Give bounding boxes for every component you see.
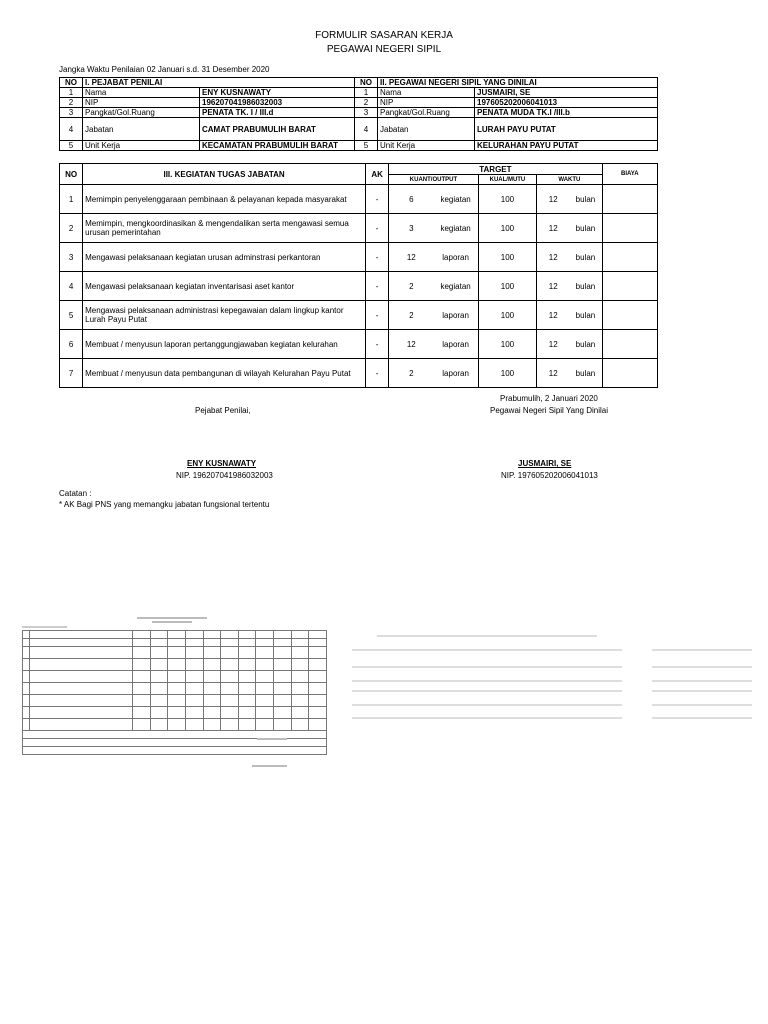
task-quality: 100 <box>478 330 536 359</box>
task-time-unit: bulan <box>569 272 602 301</box>
task-time: 12 <box>537 185 570 214</box>
task-cost <box>602 330 657 359</box>
task-time-unit: bulan <box>569 214 602 243</box>
employee-unit: KELURAHAN PAYU PUTAT <box>475 141 658 151</box>
employee-signature-label: Pegawai Negeri Sipil Yang Dinilai <box>490 406 608 415</box>
evaluator-section-header: I. PEJABAT PENILAI <box>83 78 355 88</box>
task-unit: laporan <box>433 301 478 330</box>
task-time: 12 <box>537 272 570 301</box>
thumbnail-data-line <box>652 680 752 682</box>
thumbnail-data-line <box>652 666 752 668</box>
task-cost <box>602 185 657 214</box>
evaluator-field: Jabatan <box>83 118 200 141</box>
evaluator-signature-nip: NIP. 196207041986032003 <box>176 471 273 480</box>
table-row <box>60 214 658 243</box>
tasks-section-header: III. KEGIATAN TUGAS JABATAN <box>83 164 366 185</box>
thumbnail-data-line <box>652 717 752 719</box>
thumbnail-data-line <box>352 717 622 719</box>
thumbnail-data-line <box>352 680 622 682</box>
thumbnail-data-line <box>352 666 622 668</box>
task-no: 7 <box>60 359 83 388</box>
employee-field: Jabatan <box>378 118 475 141</box>
employee-row-no: 4 <box>355 118 378 141</box>
evaluator-signature-label: Pejabat Penilai, <box>195 406 251 415</box>
notes-text: * AK Bagi PNS yang memangku jabatan fungsional tertentu <box>59 500 270 509</box>
thumbnail-data-line <box>652 690 752 692</box>
table-row <box>60 243 658 272</box>
task-ak: - <box>366 185 389 214</box>
task-description: Memimpin, mengkoordinasikan & mengendalikan serta mengawasi semua urusan pemerintahan <box>83 214 366 243</box>
evaluator-row-no: 5 <box>60 141 83 151</box>
task-ak: - <box>366 214 389 243</box>
evaluator-field: Nama <box>83 88 200 98</box>
table-row <box>60 272 658 301</box>
table-row <box>60 330 658 359</box>
task-quality: 100 <box>478 214 536 243</box>
thumbnail-subtitle-line <box>152 621 192 623</box>
task-quality: 100 <box>478 243 536 272</box>
task-quantity: 12 <box>389 243 434 272</box>
employee-position: LURAH PAYU PUTAT <box>475 118 658 141</box>
task-time: 12 <box>537 359 570 388</box>
employee-field: Pangkat/Gol.Ruang <box>378 108 475 118</box>
task-time-unit: bulan <box>569 301 602 330</box>
task-time-unit: bulan <box>569 330 602 359</box>
tasks-table <box>59 163 658 388</box>
thumbnail-data-line <box>352 649 622 651</box>
task-cost <box>602 359 657 388</box>
employee-row-no: 2 <box>355 98 378 108</box>
task-quality: 100 <box>478 301 536 330</box>
thumbnail-data-line <box>352 690 622 692</box>
output-header: KUANT/OUTPUT <box>389 175 479 185</box>
task-quantity: 12 <box>389 330 434 359</box>
employee-field: Unit Kerja <box>378 141 475 151</box>
table-row <box>60 301 658 330</box>
evaluator-field: Unit Kerja <box>83 141 200 151</box>
table-row <box>60 185 658 214</box>
thumbnail-signature-line <box>257 738 287 740</box>
evaluator-row-no: 3 <box>60 108 83 118</box>
task-no: 5 <box>60 301 83 330</box>
cost-header: BIAYA <box>602 164 657 185</box>
thumbnail-table <box>22 630 327 755</box>
task-ak: - <box>366 243 389 272</box>
form-title: FORMULIR SASARAN KERJA <box>315 30 453 41</box>
task-time-unit: bulan <box>569 185 602 214</box>
task-description: Mengawasi pelaksanaan administrasi kepegawaian dalam lingkup kantor Lurah Payu Putat <box>83 301 366 330</box>
task-no: 3 <box>60 243 83 272</box>
evaluator-rank: PENATA TK. I / III.d <box>200 108 355 118</box>
task-description: Mengawasi pelaksanaan kegiatan inventarisasi aset kantor <box>83 272 366 301</box>
task-unit: kegiatan <box>433 214 478 243</box>
task-cost <box>602 243 657 272</box>
task-ak: - <box>366 359 389 388</box>
task-no: 2 <box>60 214 83 243</box>
evaluator-field: Pangkat/Gol.Ruang <box>83 108 200 118</box>
task-quantity: 2 <box>389 272 434 301</box>
evaluator-row-no: 4 <box>60 118 83 141</box>
thumbnail-data-line <box>652 704 752 706</box>
employee-field: Nama <box>378 88 475 98</box>
task-description: Memimpin penyelenggaraan pembinaan & pelayanan kepada masyarakat <box>83 185 366 214</box>
task-ak: - <box>366 272 389 301</box>
evaluator-nip: 196207041986032003 <box>200 98 355 108</box>
thumbnail-title-line <box>137 617 207 619</box>
task-time: 12 <box>537 301 570 330</box>
table-row <box>60 359 658 388</box>
employee-row-no: 3 <box>355 108 378 118</box>
target-header: TARGET <box>389 164 602 175</box>
no-header: NO <box>355 78 378 88</box>
tasks-no-header: NO <box>60 164 83 185</box>
task-ak: - <box>366 301 389 330</box>
evaluator-row-no: 2 <box>60 98 83 108</box>
task-unit: laporan <box>433 243 478 272</box>
second-sheet-thumbnail <box>22 615 762 765</box>
task-no: 4 <box>60 272 83 301</box>
task-unit: kegiatan <box>433 185 478 214</box>
employee-section-header: II. PEGAWAI NEGERI SIPIL YANG DINILAI <box>378 78 658 88</box>
task-no: 6 <box>60 330 83 359</box>
task-time-unit: bulan <box>569 359 602 388</box>
task-cost <box>602 301 657 330</box>
evaluator-field: NIP <box>83 98 200 108</box>
task-quantity: 3 <box>389 214 434 243</box>
task-time: 12 <box>537 330 570 359</box>
ak-header: AK <box>366 164 389 185</box>
task-unit: kegiatan <box>433 272 478 301</box>
evaluator-name: ENY KUSNAWATY <box>200 88 355 98</box>
employee-signature-nip: NIP. 197605202006041013 <box>501 471 598 480</box>
form-subtitle: PEGAWAI NEGERI SIPIL <box>326 44 442 55</box>
evaluator-unit: KECAMATAN PRABUMULIH BARAT <box>200 141 355 151</box>
quality-header: KUAL/MUTU <box>478 175 536 185</box>
task-cost <box>602 214 657 243</box>
task-description: Mengawasi pelaksanaan kegiatan urusan adminstrasi perkantoran <box>83 243 366 272</box>
evaluator-row-no: 1 <box>60 88 83 98</box>
thumbnail-name-line <box>252 765 287 767</box>
employee-rank: PENATA MUDA TK.I /III.b <box>475 108 658 118</box>
no-header: NO <box>60 78 83 88</box>
task-time: 12 <box>537 243 570 272</box>
thumbnail-data-line <box>377 635 597 637</box>
task-description: Membuat / menyusun laporan pertanggungjawaban kegiatan kelurahan <box>83 330 366 359</box>
task-quantity: 2 <box>389 301 434 330</box>
employee-nip: 197605202006041013 <box>475 98 658 108</box>
task-no: 1 <box>60 185 83 214</box>
thumbnail-period-line <box>22 626 67 628</box>
place-date: Prabumulih, 2 Januari 2020 <box>500 394 598 403</box>
task-quality: 100 <box>478 185 536 214</box>
evaluator-signature-name: ENY KUSNAWATY <box>187 459 257 468</box>
task-cost <box>602 272 657 301</box>
employee-row-no: 5 <box>355 141 378 151</box>
thumbnail-data-line <box>352 704 622 706</box>
task-quantity: 6 <box>389 185 434 214</box>
task-description: Membuat / menyusun data pembangunan di wilayah Kelurahan Payu Putat <box>83 359 366 388</box>
thumbnail-data-line <box>652 649 752 651</box>
time-header: WAKTU <box>537 175 602 185</box>
task-quantity: 2 <box>389 359 434 388</box>
task-quality: 100 <box>478 359 536 388</box>
task-unit: laporan <box>433 330 478 359</box>
employee-field: NIP <box>378 98 475 108</box>
employee-name: JUSMAIRI, SE <box>475 88 658 98</box>
task-time-unit: bulan <box>569 243 602 272</box>
task-unit: laporan <box>433 359 478 388</box>
task-time: 12 <box>537 214 570 243</box>
employee-row-no: 1 <box>355 88 378 98</box>
assessment-period: Jangka Waktu Penilaian 02 Januari s.d. 31 Desember 2020 <box>59 65 270 74</box>
evaluator-position: CAMAT PRABUMULIH BARAT <box>200 118 355 141</box>
task-ak: - <box>366 330 389 359</box>
employee-signature-name: JUSMAIRI, SE <box>518 459 572 468</box>
identity-table <box>59 77 658 151</box>
notes-label: Catatan : <box>59 489 92 498</box>
task-quality: 100 <box>478 272 536 301</box>
